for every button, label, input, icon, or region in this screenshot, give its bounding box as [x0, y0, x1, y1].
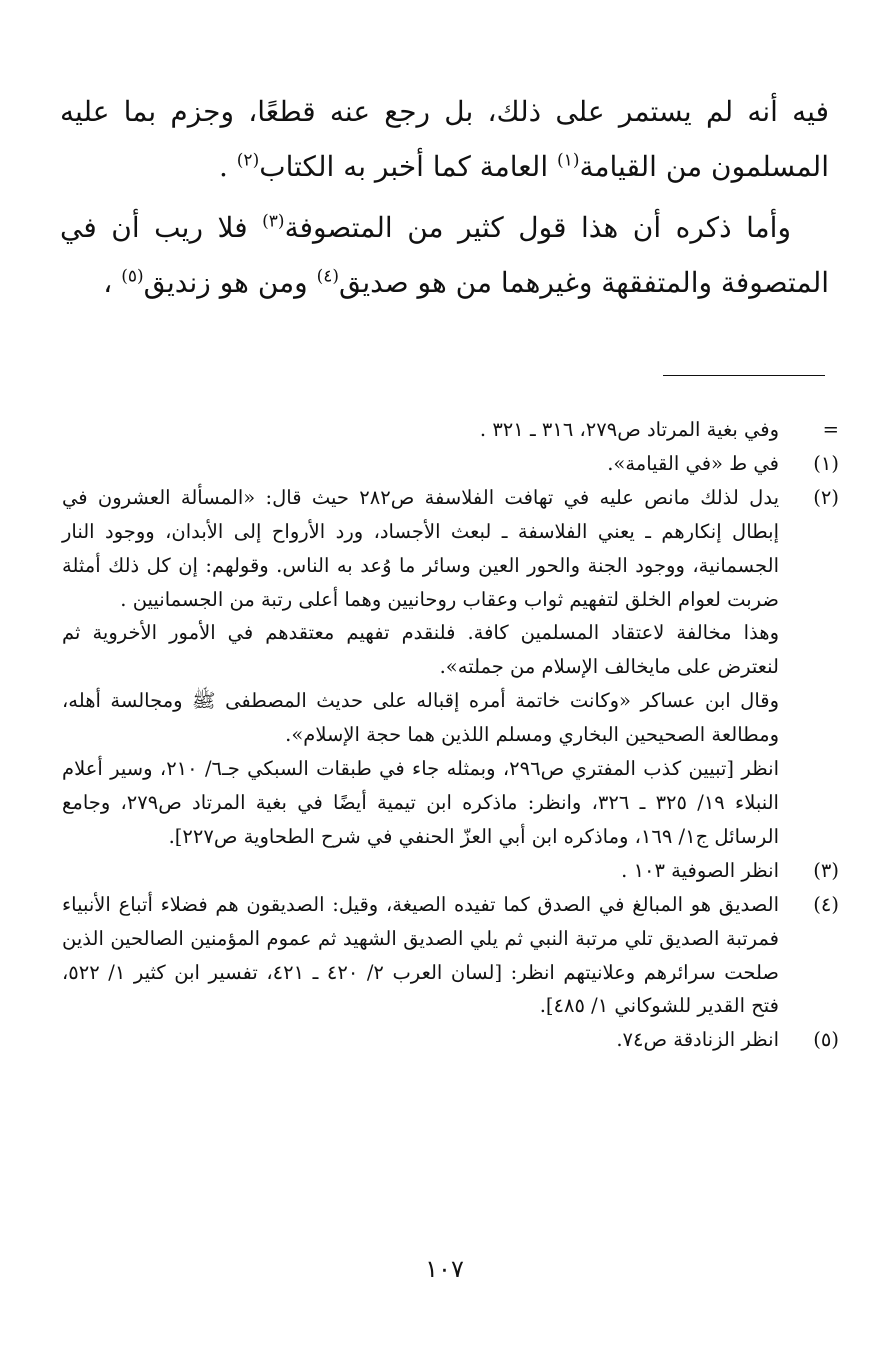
- footnote-1: [62, 447, 839, 481]
- footnote-continuation: [62, 413, 839, 447]
- footnote-ref-5[interactable]: (٥): [121, 266, 144, 287]
- footnotes: [62, 413, 839, 1057]
- main-paragraph-1: فيه أنه لم يستمر على ذلك، بل رجع عنه قطعًا، وجزم بما عليه المسلمون من القيامة$^{(١)}$ العامة كما أخبر به الكتاب$^{(٢)}$ .: [60, 95, 829, 183]
- footnote-3: [62, 854, 839, 888]
- footnote-4: [62, 888, 839, 1024]
- footnote-ref-2[interactable]: (٢): [236, 150, 260, 171]
- footnote-marker: (٤): [813, 892, 839, 916]
- footnote-text: يدل لذلك مانص عليه في تهافت الفلاسفة ص٢٨٢ حيث قال: «المسألة العشرون في إبطال إنكارهم ـ يعني الفلاسفة ـ لبعث الأجساد، ورد الأرواح إلى الأبدان، ووجود النار الجسمانية، ووجود الجنة والحور العين وسائر ما وُعد به الناس. وقولهم: إن كل ذلك أمثلة ضربت لعوام الخلق لتفهيم ثواب وعقاب روحانيين وهما أعلى رتبة من الجسمانيين .: [62, 485, 779, 611]
- footnote-separator: [663, 375, 825, 376]
- footnote-ref-3[interactable]: (٣): [262, 211, 285, 232]
- main-text: [60, 84, 829, 310]
- footnote-text: انظر الزنادقة ص٧٤.: [616, 1028, 779, 1052]
- footnote-marker: (١): [813, 451, 839, 475]
- footnote-text: الصديق هو المبالغ في الصدق كما تفيده الصيغة، وقيل: الصديقون هم فضلاء أتباع الأنبياء فمرتبة الصديق تلي مرتبة النبي ثم يلي الصديق الشهيد ثم عموم المؤمنين الصالحين الذين صلحت سرائرهم وعلانيتهم انظر: [لسان العرب ٢/ ٤٢٠ ـ ٤٢١، تفسير ابن كثير ١/ ٥٢٢، فتح القدير للشوكاني ١/ ٤٨٥].: [62, 892, 779, 1018]
- footnote-2: [62, 481, 839, 854]
- footnote-text: وقال ابن عساكر «وكانت خاتمة أمره إقباله على حديث المصطفى ﷺ ومجالسة أهله، ومطالعة الصحيحين البخاري ومسلم اللذين هما حجة الإسلام».: [62, 689, 779, 747]
- footnote-ref-1[interactable]: (١): [557, 150, 580, 171]
- footnote-5: [62, 1023, 839, 1057]
- footnote-text: في ط «في القيامة».: [607, 451, 779, 475]
- footnote-text: انظر الصوفية ١٠٣ .: [621, 858, 779, 882]
- main-paragraph-2: وأما ذكره أن هذا قول كثير من المتصوفة$^{(٣)}$ فلا ريب أن في المتصوفة والمتفقهة وغيرهما من هو صديق$^{(٤)}$ ومن هو زنديق$^{(٥)}$ ،: [60, 211, 829, 299]
- footnote-text: وفي بغية المرتاد ص٢٧٩، ٣١٦ ـ ٣٢١ .: [479, 418, 779, 441]
- footnote-ref-4[interactable]: (٤): [316, 266, 339, 287]
- footnote-marker: =: [822, 418, 839, 441]
- page-number: ١٠٧: [425, 1255, 464, 1283]
- footnote-text: انظر [تبيين كذب المفتري ص٢٩٦، وبمثله جاء في طبقات السبكي جـ٦/ ٢١٠، وسير أعلام النبلاء ١٩/ ٣٢٥ ـ ٣٢٦، وانظر: ماذكره ابن تيمية أيضًا في بغية المرتاد ص٢٧٩، وجامع الرسائل ج١/ ١٦٩، وماذكره ابن أبي العزّ الحنفي في شرح الطحاوية ص٢٢٧].: [62, 757, 779, 848]
- footnote-marker: (٢): [813, 485, 839, 509]
- footnote-marker: (٥): [813, 1028, 839, 1052]
- footnote-marker: (٣): [813, 858, 839, 882]
- footnote-text: وهذا مخالفة لاعتقاد المسلمين كافة. فلنقدم تفهيم معتقدهم في الأمور الأخروية ثم لنعترض على مايخالف الإسلام من جملته».: [62, 621, 779, 679]
